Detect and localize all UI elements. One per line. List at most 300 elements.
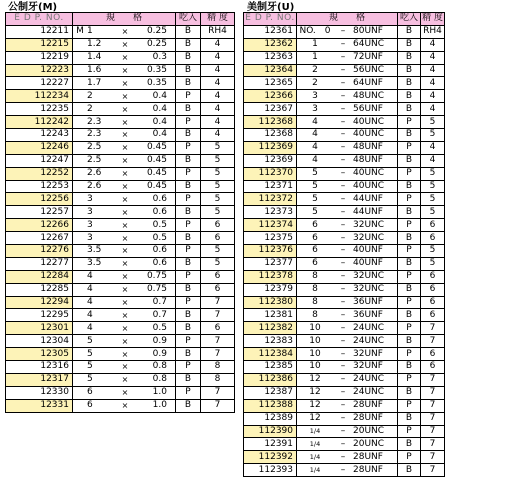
spec-times-sign: × xyxy=(121,169,129,179)
spec-thread: 40UNC xyxy=(353,168,385,179)
edp-cell: 12385 xyxy=(244,361,297,374)
spec-cell xyxy=(73,296,176,309)
spec-size: 12 xyxy=(309,374,321,385)
spec-size: 10 xyxy=(309,348,321,359)
spec-header: 規 格 xyxy=(297,13,398,26)
edp-cell: 112369 xyxy=(244,141,297,154)
feed-cell: P xyxy=(176,386,201,399)
spec-dash: – xyxy=(340,400,346,411)
table-row xyxy=(244,141,445,154)
spec-cell xyxy=(73,77,176,90)
edp-cell: 12267 xyxy=(6,232,73,245)
precision-cell: 5 xyxy=(201,193,235,206)
table-row xyxy=(6,361,235,374)
feed-cell: B xyxy=(398,309,421,322)
feed-cell: B xyxy=(398,412,421,425)
precision-cell: 6 xyxy=(421,270,445,283)
unified-table-body xyxy=(244,25,445,476)
table-row xyxy=(244,64,445,77)
precision-cell: 7 xyxy=(201,296,235,309)
spec-size: NO. 0 xyxy=(299,26,331,37)
spec-cell xyxy=(297,64,398,77)
spec-thread: 32UNC xyxy=(353,271,385,282)
spec-dash: – xyxy=(340,335,346,346)
feed-header: 吃入 xyxy=(176,13,201,26)
spec-cell xyxy=(73,141,176,154)
table-row xyxy=(6,129,235,142)
spec-times-sign: × xyxy=(121,285,129,295)
spec-diameter: 2.5 xyxy=(87,155,102,166)
edp-cell: 12383 xyxy=(244,335,297,348)
spec-thread: 40UNC xyxy=(353,181,385,192)
table-row xyxy=(244,167,445,180)
spec-cell xyxy=(73,206,176,219)
feed-cell: B xyxy=(176,348,201,361)
metric-thread-table xyxy=(5,12,235,413)
spec-thread: 40UNF xyxy=(353,258,383,269)
spec-dash: – xyxy=(340,245,346,256)
spec-cell xyxy=(73,180,176,193)
table-row xyxy=(6,270,235,283)
feed-cell: B xyxy=(398,206,421,219)
spec-cell xyxy=(297,25,398,38)
spec-cell xyxy=(73,129,176,142)
spec-diameter: 5 xyxy=(87,361,93,372)
precision-cell: 4 xyxy=(421,77,445,90)
spec-diameter: 3.5 xyxy=(87,245,102,256)
spec-times-sign: × xyxy=(121,388,129,398)
edp-cell: 12305 xyxy=(6,348,73,361)
spec-size: 12 xyxy=(309,400,321,411)
table-row xyxy=(244,464,445,477)
edp-cell: 12235 xyxy=(6,103,73,116)
spec-dash: – xyxy=(340,142,346,153)
precision-cell: 8 xyxy=(201,361,235,374)
spec-times-sign: × xyxy=(121,207,129,217)
spec-dash: – xyxy=(340,297,346,308)
spec-diameter: 1.7 xyxy=(87,77,102,88)
feed-cell: B xyxy=(398,103,421,116)
spec-thread: 56UNF xyxy=(353,103,383,114)
spec-times-sign: × xyxy=(121,310,129,320)
spec-cell xyxy=(297,464,398,477)
spec-dash: – xyxy=(340,258,346,269)
spec-thread: 36UNF xyxy=(353,297,383,308)
spec-thread: 20UNC xyxy=(353,438,385,449)
metric-table-body xyxy=(6,25,235,412)
spec-prefix: M xyxy=(76,26,84,37)
spec-size: 5 xyxy=(312,193,318,204)
edp-cell: 112386 xyxy=(244,373,297,386)
table-row xyxy=(6,283,235,296)
precision-cell: 7 xyxy=(421,412,445,425)
spec-diameter: 2.6 xyxy=(87,168,102,179)
spec-cell xyxy=(73,245,176,258)
spec-cell xyxy=(297,129,398,142)
spec-dash: – xyxy=(340,155,346,166)
precision-cell: RH4 xyxy=(201,25,235,38)
spec-times-sign: × xyxy=(121,220,129,230)
table-row xyxy=(244,232,445,245)
feed-cell: P xyxy=(176,141,201,154)
spec-pitch: 0.4 xyxy=(152,129,167,140)
spec-times-sign: × xyxy=(121,194,129,204)
edp-cell: 12304 xyxy=(6,335,73,348)
spec-thread: 36UNF xyxy=(353,309,383,320)
spec-diameter: 1.6 xyxy=(87,65,102,75)
edp-cell: 12211 xyxy=(6,25,73,38)
spec-cell xyxy=(297,38,398,51)
precision-cell: 5 xyxy=(201,167,235,180)
precision-cell: 5 xyxy=(421,245,445,258)
spec-cell xyxy=(297,283,398,296)
feed-cell: P xyxy=(398,193,421,206)
feed-cell: P xyxy=(398,373,421,386)
spec-cell xyxy=(73,116,176,129)
spec-pitch: 0.75 xyxy=(146,284,167,295)
table-row xyxy=(244,77,445,90)
spec-times-sign: × xyxy=(121,336,129,346)
spec-dash: – xyxy=(340,52,346,63)
edp-cell: 112382 xyxy=(244,322,297,335)
feed-cell: P xyxy=(398,425,421,438)
table-row xyxy=(6,322,235,335)
precision-cell: 7 xyxy=(201,335,235,348)
feed-cell: P xyxy=(398,296,421,309)
edp-cell: 112390 xyxy=(244,425,297,438)
spec-cell xyxy=(73,154,176,167)
feed-cell: B xyxy=(398,77,421,90)
feed-cell: P xyxy=(176,361,201,374)
table-row xyxy=(244,180,445,193)
precision-cell: 7 xyxy=(421,335,445,348)
precision-cell: 6 xyxy=(421,361,445,374)
table-row xyxy=(244,309,445,322)
spec-size: 4 xyxy=(312,116,318,127)
table-row xyxy=(6,386,235,399)
precision-cell: 5 xyxy=(201,257,235,270)
spec-dash: – xyxy=(340,361,346,372)
spec-size: 6 xyxy=(312,219,318,230)
spec-diameter: 2.3 xyxy=(87,116,102,127)
spec-thread: 24UNC xyxy=(353,387,385,398)
edp-cell: 112388 xyxy=(244,399,297,412)
feed-cell: P xyxy=(398,167,421,180)
spec-cell xyxy=(297,103,398,116)
spec-dash: – xyxy=(340,129,346,140)
table-row xyxy=(244,322,445,335)
table-row xyxy=(6,167,235,180)
table-row xyxy=(244,335,445,348)
edp-cell: 12257 xyxy=(6,206,73,219)
spec-dash: – xyxy=(340,219,346,230)
spec-dash: – xyxy=(340,26,346,37)
table-row xyxy=(6,335,235,348)
precision-cell: 7 xyxy=(201,399,235,412)
spec-thread: 28UNF xyxy=(353,464,383,475)
spec-times-sign: × xyxy=(121,143,129,153)
spec-size: 10 xyxy=(309,322,321,333)
spec-cell xyxy=(73,51,176,64)
edp-cell: 112234 xyxy=(6,90,73,103)
spec-thread: 24UNC xyxy=(353,335,385,346)
spec-pitch: 0.4 xyxy=(152,103,167,114)
precision-cell: 4 xyxy=(421,64,445,77)
table-row xyxy=(244,90,445,103)
edp-cell: 112368 xyxy=(244,116,297,129)
spec-times-sign: × xyxy=(121,91,129,101)
spec-size: 8 xyxy=(312,271,318,282)
precision-cell: 6 xyxy=(201,232,235,245)
feed-cell: B xyxy=(176,283,201,296)
edp-cell: 12363 xyxy=(244,51,297,64)
table-row xyxy=(6,373,235,386)
spec-size: 1 xyxy=(312,39,318,50)
spec-thread: 44UNF xyxy=(353,193,383,204)
precision-cell: 5 xyxy=(201,180,235,193)
edp-cell: 112384 xyxy=(244,348,297,361)
feed-cell: P xyxy=(176,245,201,258)
feed-cell: B xyxy=(176,399,201,412)
precision-cell: 4 xyxy=(201,90,235,103)
feed-cell: P xyxy=(398,451,421,464)
spec-diameter: 2.6 xyxy=(87,181,102,192)
spec-times-sign: × xyxy=(121,298,129,308)
spec-diameter: 5 xyxy=(87,374,93,385)
feed-cell: B xyxy=(398,386,421,399)
edp-cell: 12256 xyxy=(6,193,73,206)
spec-pitch: 0.7 xyxy=(152,297,167,308)
spec-dash: – xyxy=(340,181,346,192)
spec-dash: – xyxy=(340,65,346,75)
spec-cell xyxy=(73,335,176,348)
precision-cell: 4 xyxy=(421,90,445,103)
precision-cell: 6 xyxy=(201,270,235,283)
spec-pitch: 0.35 xyxy=(146,65,167,75)
precision-cell: 6 xyxy=(421,348,445,361)
spec-size: 2 xyxy=(312,65,318,75)
feed-cell: P xyxy=(398,141,421,154)
spec-pitch: 0.9 xyxy=(152,348,167,359)
precision-cell: 6 xyxy=(201,283,235,296)
table-row xyxy=(244,129,445,142)
spec-cell xyxy=(297,232,398,245)
spec-cell xyxy=(297,438,398,451)
edp-cell: 112392 xyxy=(244,451,297,464)
edp-cell: 112380 xyxy=(244,296,297,309)
spec-cell xyxy=(73,348,176,361)
precision-cell: 4 xyxy=(201,38,235,51)
spec-diameter: 4 xyxy=(87,284,93,295)
spec-times-sign: × xyxy=(121,104,129,114)
edp-cell: 12227 xyxy=(6,77,73,90)
spec-diameter: 2.5 xyxy=(87,142,102,153)
feed-cell: P xyxy=(176,90,201,103)
precision-cell: 7 xyxy=(421,451,445,464)
spec-thread: 32UNC xyxy=(353,232,385,243)
spec-thread: 48UNF xyxy=(353,155,383,166)
spec-size: 10 xyxy=(309,361,321,372)
spec-cell xyxy=(297,219,398,232)
precision-cell: 7 xyxy=(421,386,445,399)
spec-dash: – xyxy=(340,232,346,243)
unified-thread-table xyxy=(243,12,445,477)
spec-diameter: 2 xyxy=(87,103,93,114)
feed-cell: B xyxy=(398,25,421,38)
edp-cell: 12284 xyxy=(6,270,73,283)
spec-dash: – xyxy=(340,284,346,295)
spec-times-sign: × xyxy=(121,272,129,282)
precision-cell: 7 xyxy=(421,373,445,386)
edp-cell: 112242 xyxy=(6,116,73,129)
table-row xyxy=(244,154,445,167)
spec-size: 6 xyxy=(312,258,318,269)
spec-cell xyxy=(297,141,398,154)
spec-cell xyxy=(297,116,398,129)
spec-dash: – xyxy=(340,425,346,436)
spec-cell xyxy=(73,103,176,116)
spec-thread: 48UNC xyxy=(353,90,385,101)
spec-diameter: 2 xyxy=(87,90,93,101)
edp-cell: 112378 xyxy=(244,270,297,283)
table-row xyxy=(244,451,445,464)
spec-size: 5 xyxy=(312,206,318,217)
edp-cell: 12223 xyxy=(6,64,73,77)
spec-size: 5 xyxy=(312,168,318,179)
feed-cell: B xyxy=(176,64,201,77)
metric-section-title: 公制牙(M) xyxy=(8,2,58,13)
spec-times-sign: × xyxy=(121,401,129,411)
spec-pitch: 0.8 xyxy=(152,361,167,372)
feed-cell: B xyxy=(176,257,201,270)
precision-cell: 7 xyxy=(421,438,445,451)
spec-thread: 48UNF xyxy=(353,142,383,153)
feed-cell: B xyxy=(398,51,421,64)
precision-cell: 5 xyxy=(421,257,445,270)
spec-size: 1/4 xyxy=(309,452,321,461)
spec-cell xyxy=(297,399,398,412)
spec-pitch: 0.4 xyxy=(152,116,167,127)
precision-cell: 6 xyxy=(201,219,235,232)
spec-diameter: 5 xyxy=(87,348,93,359)
feed-cell: B xyxy=(398,90,421,103)
feed-cell: P xyxy=(398,348,421,361)
edp-cell: 112374 xyxy=(244,219,297,232)
spec-thread: 72UNF xyxy=(353,52,383,63)
table-row xyxy=(244,386,445,399)
precision-header: 精 度 xyxy=(201,13,235,26)
precision-cell: 4 xyxy=(201,64,235,77)
spec-cell xyxy=(297,154,398,167)
spec-size: 12 xyxy=(309,387,321,398)
feed-cell: B xyxy=(398,257,421,270)
spec-pitch: 0.25 xyxy=(146,26,167,37)
table-row xyxy=(6,257,235,270)
spec-size: 1/4 xyxy=(309,426,321,435)
spec-pitch: 0.5 xyxy=(152,322,167,333)
edp-cell: 12266 xyxy=(6,219,73,232)
table-row xyxy=(244,103,445,116)
edp-cell: 12247 xyxy=(6,154,73,167)
edp-cell: 12362 xyxy=(244,38,297,51)
spec-cell xyxy=(73,25,176,38)
feed-cell: B xyxy=(398,283,421,296)
spec-cell xyxy=(73,283,176,296)
edp-cell: 12381 xyxy=(244,309,297,322)
spec-thread: 32UNC xyxy=(353,219,385,230)
spec-thread: 28UNF xyxy=(353,413,383,424)
spec-cell xyxy=(297,322,398,335)
precision-cell: 7 xyxy=(421,425,445,438)
spec-pitch: 0.35 xyxy=(146,77,167,88)
table-row xyxy=(244,38,445,51)
table-row xyxy=(6,77,235,90)
table-row xyxy=(6,206,235,219)
spec-size: 1 xyxy=(312,52,318,63)
table-row xyxy=(6,38,235,51)
spec-pitch: 0.45 xyxy=(146,155,167,166)
spec-pitch: 0.75 xyxy=(146,271,167,282)
edp-cell: 12365 xyxy=(244,77,297,90)
spec-thread: 32UNF xyxy=(353,348,383,359)
feed-cell: B xyxy=(398,38,421,51)
edp-cell: 12277 xyxy=(6,257,73,270)
spec-diameter: 2.3 xyxy=(87,129,102,140)
spec-dash: – xyxy=(340,387,346,398)
spec-size: 8 xyxy=(312,284,318,295)
edp-cell: 12373 xyxy=(244,206,297,219)
edp-cell: 12361 xyxy=(244,25,297,38)
spec-times-sign: × xyxy=(121,27,129,37)
spec-cell xyxy=(297,257,398,270)
feed-cell: B xyxy=(176,309,201,322)
spec-thread: 56UNC xyxy=(353,65,385,75)
spec-cell xyxy=(73,361,176,374)
spec-times-sign: × xyxy=(121,349,129,359)
spec-size: 5 xyxy=(312,181,318,192)
feed-cell: P xyxy=(176,335,201,348)
spec-thread: 40UNC xyxy=(353,116,385,127)
precision-cell: 5 xyxy=(201,206,235,219)
edp-cell: 12379 xyxy=(244,283,297,296)
spec-times-sign: × xyxy=(121,117,129,127)
table-row xyxy=(244,348,445,361)
table-row xyxy=(244,257,445,270)
feed-cell: B xyxy=(176,180,201,193)
spec-cell xyxy=(73,193,176,206)
feed-cell: P xyxy=(398,322,421,335)
spec-diameter: 3 xyxy=(87,232,93,243)
edp-cell: 12391 xyxy=(244,438,297,451)
spec-cell xyxy=(297,386,398,399)
edp-cell: 12367 xyxy=(244,103,297,116)
spec-cell xyxy=(73,386,176,399)
feed-cell: B xyxy=(176,25,201,38)
precision-cell: 4 xyxy=(421,38,445,51)
edp-cell: 12285 xyxy=(6,283,73,296)
feed-cell: B xyxy=(176,232,201,245)
spec-cell xyxy=(73,90,176,103)
precision-cell: 4 xyxy=(201,129,235,142)
spec-pitch: 0.45 xyxy=(146,181,167,192)
spec-size: 1/4 xyxy=(309,465,321,474)
precision-cell: 6 xyxy=(421,309,445,322)
edp-cell: 12364 xyxy=(244,64,297,77)
precision-cell: 6 xyxy=(421,296,445,309)
spec-size: 12 xyxy=(309,413,321,424)
spec-thread: 32UNC xyxy=(353,284,385,295)
spec-cell xyxy=(297,90,398,103)
